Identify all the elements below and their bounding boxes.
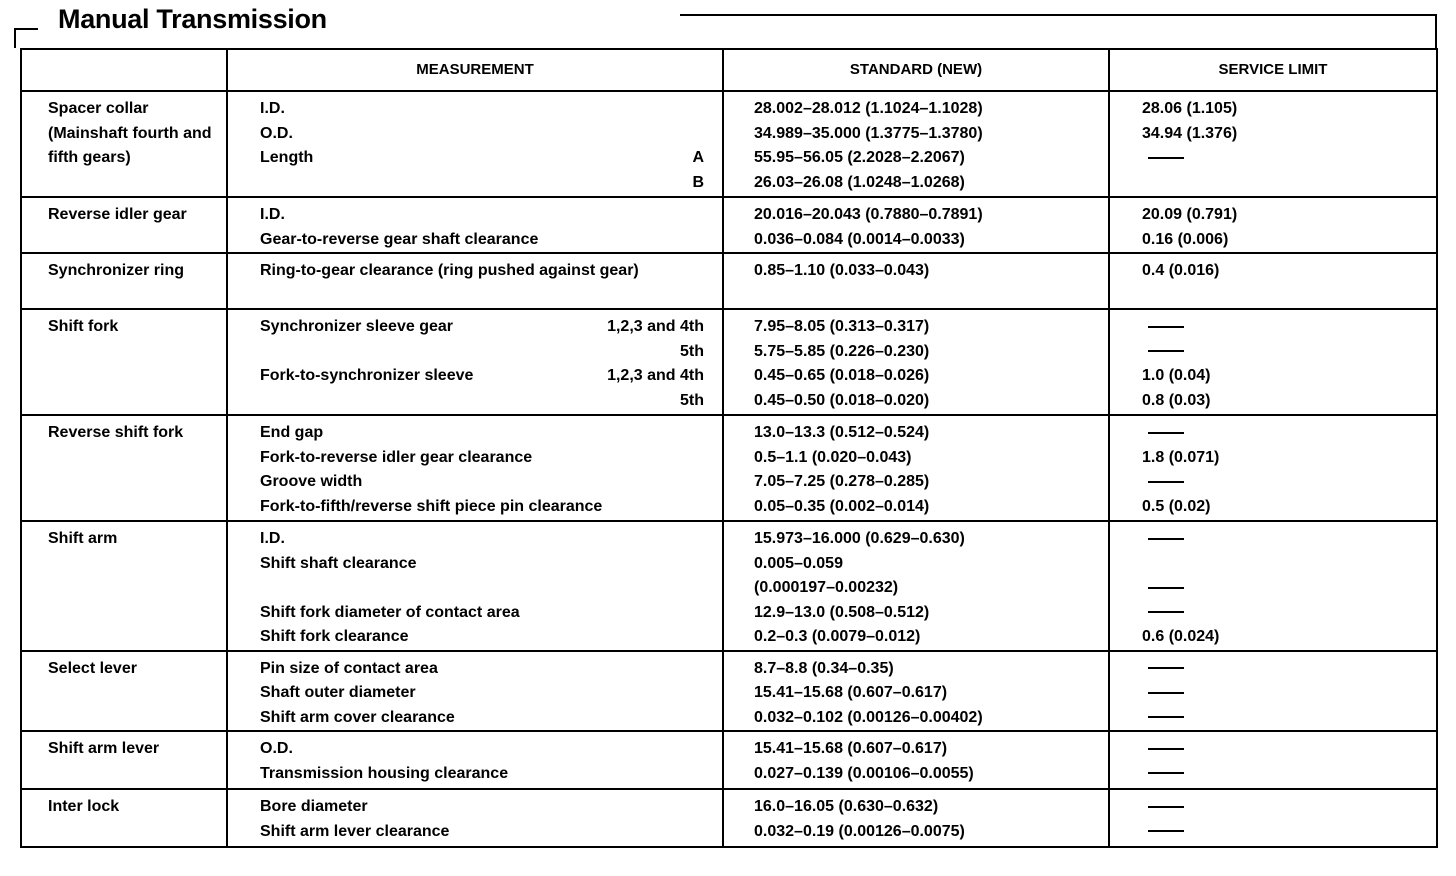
service-limit-value: 28.06 (1.105) [1142, 100, 1238, 117]
item-name: Reverse idler gear [21, 197, 227, 253]
standard-value: 0.05–0.35 (0.002–0.014) [754, 497, 930, 515]
service-limit-value: 34.94 (1.376) [1142, 124, 1238, 142]
measurement-label: Shift arm cover clearance [260, 708, 455, 726]
standard-value: 34.989–35.000 (1.3775–1.3780) [754, 124, 983, 142]
header-standard: STANDARD (NEW) [723, 49, 1109, 91]
measurement-cell [227, 253, 723, 309]
standard-cell [723, 197, 1109, 253]
item-name: Select lever [21, 651, 227, 732]
no-limit-dash [1142, 340, 1430, 365]
table-row [21, 789, 1437, 847]
measurement-label: I.D. [260, 530, 285, 547]
service-limit-cell [1109, 415, 1437, 521]
standard-cell [723, 415, 1109, 521]
no-limit-dash [1142, 706, 1430, 731]
standard-cell [723, 521, 1109, 651]
standard-value: 12.9–13.0 (0.508–0.512) [754, 603, 930, 621]
measurement-label: Shift fork clearance [260, 628, 409, 645]
measurement-line [260, 259, 704, 284]
standard-value: 16.0–16.05 (0.630–0.632) [754, 798, 939, 815]
spec-table [20, 48, 1438, 848]
item-name: Spacer collar (Mainshaft fourth and fifth gears) [21, 91, 227, 197]
measurement-cell [227, 651, 723, 732]
measurement-line [260, 576, 704, 601]
measurement-line [260, 284, 704, 309]
measurement-line [260, 97, 704, 122]
service-limit-value: 0.6 (0.024) [1142, 628, 1220, 645]
standard-cell [723, 309, 1109, 415]
measurement-label: O.D. [260, 740, 293, 757]
measurement-qualifier: 5th [680, 342, 704, 360]
measurement-line [260, 340, 704, 365]
dash-mark [1148, 611, 1184, 613]
measurement-cell [227, 521, 723, 651]
standard-value: 0.45–0.50 (0.018–0.020) [754, 391, 930, 409]
measurement-line [260, 737, 704, 762]
measurement-label: Gear-to-reverse gear shaft clearance [260, 230, 539, 248]
no-limit-dash [1142, 681, 1430, 706]
measurement-line [260, 315, 704, 340]
table-row [21, 651, 1437, 732]
service-limit-value [1142, 552, 1430, 577]
standard-value [754, 284, 1102, 309]
table-row [21, 521, 1437, 651]
spec-table-body [21, 91, 1437, 847]
no-limit-dash [1142, 527, 1430, 552]
standard-value: 0.032–0.102 (0.00126–0.00402) [754, 708, 983, 726]
standard-value: 0.45–0.65 (0.018–0.026) [754, 367, 930, 384]
title-rule-left [14, 28, 38, 30]
item-name: Synchronizer ring [21, 253, 227, 309]
service-limit-cell [1109, 197, 1437, 253]
measurement-line [260, 228, 704, 253]
measurement-label: Fork-to-reverse idler gear clearance [260, 448, 533, 466]
measurement-cell [227, 789, 723, 847]
standard-cell [723, 253, 1109, 309]
service-limit-value: 1.0 (0.04) [1142, 367, 1211, 384]
measurement-line [260, 681, 704, 706]
standard-value: 0.5–1.1 (0.020–0.043) [754, 448, 912, 466]
title-rule-right [680, 14, 1437, 16]
measurement-cell [227, 415, 723, 521]
dash-mark [1148, 667, 1184, 669]
no-limit-dash [1142, 421, 1430, 446]
no-limit-dash [1142, 795, 1430, 820]
page-title: Manual Transmission [58, 4, 327, 34]
measurement-line [260, 552, 704, 577]
title-rule-left-vertical [14, 28, 16, 48]
no-limit-dash [1142, 315, 1430, 340]
measurement-label: I.D. [260, 100, 285, 117]
measurement-label: Fork-to-synchronizer sleeve [260, 367, 474, 384]
measurement-label: End gap [260, 424, 324, 441]
standard-value: 26.03–26.08 (1.0248–1.0268) [754, 173, 965, 191]
service-limit-value: 0.4 (0.016) [1142, 262, 1220, 279]
no-limit-dash [1142, 470, 1430, 495]
header-row [21, 49, 1437, 91]
standard-value: 8.7–8.8 (0.34–0.35) [754, 659, 894, 677]
standard-value: 15.41–15.68 (0.607–0.617) [754, 684, 948, 701]
service-limit-cell [1109, 253, 1437, 309]
standard-value: 0.036–0.084 (0.0014–0.0033) [754, 230, 965, 248]
measurement-line [260, 706, 704, 731]
service-limit-value: 1.8 (0.071) [1142, 448, 1220, 466]
measurement-label: Shift shaft clearance [260, 554, 417, 572]
measurement-line [260, 203, 704, 228]
dash-mark [1148, 716, 1184, 718]
measurement-cell [227, 91, 723, 197]
standard-value: 28.002–28.012 (1.1024–1.1028) [754, 100, 983, 117]
standard-value: 0.027–0.139 (0.00106–0.0055) [754, 764, 974, 782]
table-row [21, 309, 1437, 415]
standard-cell [723, 789, 1109, 847]
service-limit-cell [1109, 651, 1437, 732]
measurement-line [260, 601, 704, 626]
service-limit-value: 0.16 (0.006) [1142, 230, 1229, 248]
item-name: Shift arm [21, 521, 227, 651]
measurement-cell [227, 197, 723, 253]
service-limit-cell [1109, 789, 1437, 847]
measurement-line [260, 527, 704, 552]
table-row [21, 253, 1437, 309]
standard-cell [723, 91, 1109, 197]
measurement-line [260, 364, 704, 389]
measurement-label: Shaft outer diameter [260, 684, 416, 701]
service-limit-value [1142, 284, 1430, 309]
measurement-line [260, 625, 704, 650]
table-row [21, 197, 1437, 253]
measurement-qualifier: 1,2,3 and 4th [607, 318, 704, 335]
measurement-label: Fork-to-fifth/reverse shift piece pin clearance [260, 497, 603, 515]
measurement-label: Length [260, 149, 314, 166]
measurement-label: Transmission housing clearance [260, 764, 509, 782]
measurement-line [260, 446, 704, 471]
measurement-label: Bore diameter [260, 798, 368, 815]
service-limit-value: 0.8 (0.03) [1142, 391, 1211, 409]
measurement-label: I.D. [260, 206, 285, 223]
dash-mark [1148, 587, 1184, 589]
measurement-label: Groove width [260, 473, 363, 490]
measurement-label: Pin size of contact area [260, 659, 438, 677]
standard-value: 55.95–56.05 (2.2028–2.2067) [754, 149, 965, 166]
dash-mark [1148, 326, 1184, 328]
measurement-qualifier: 5th [680, 391, 704, 409]
standard-cell [723, 651, 1109, 732]
service-limit-cell [1109, 309, 1437, 415]
no-limit-dash [1142, 820, 1430, 845]
measurement-label: Ring-to-gear clearance (ring pushed against gear) [260, 262, 639, 279]
measurement-line [260, 495, 704, 520]
no-limit-dash [1142, 601, 1430, 626]
measurement-line [260, 762, 704, 787]
no-limit-dash [1142, 146, 1430, 171]
measurement-line [260, 146, 704, 171]
measurement-line [260, 421, 704, 446]
no-limit-dash [1142, 576, 1430, 601]
standard-value: 5.75–5.85 (0.226–0.230) [754, 342, 930, 360]
dash-mark [1148, 806, 1184, 808]
measurement-line [260, 122, 704, 147]
header-item [21, 49, 227, 91]
measurement-label: Synchronizer sleeve gear [260, 318, 453, 335]
measurement-cell [227, 309, 723, 415]
dash-mark [1148, 350, 1184, 352]
table-row [21, 415, 1437, 521]
no-limit-dash [1142, 737, 1430, 762]
item-name: Inter lock [21, 789, 227, 847]
standard-value: 7.95–8.05 (0.313–0.317) [754, 318, 930, 335]
standard-value: 0.2–0.3 (0.0079–0.012) [754, 628, 921, 645]
dash-mark [1148, 772, 1184, 774]
table-row [21, 731, 1437, 789]
dash-mark [1148, 692, 1184, 694]
measurement-line [260, 795, 704, 820]
measurement-label: Shift arm lever clearance [260, 822, 450, 840]
standard-value: 7.05–7.25 (0.278–0.285) [754, 473, 930, 490]
service-limit-cell [1109, 521, 1437, 651]
standard-value: 0.85–1.10 (0.033–0.043) [754, 262, 930, 279]
service-limit-cell [1109, 731, 1437, 789]
dash-mark [1148, 432, 1184, 434]
measurement-line [260, 171, 704, 196]
item-name: Reverse shift fork [21, 415, 227, 521]
measurement-label: Shift fork diameter of contact area [260, 603, 520, 621]
table-row [21, 91, 1437, 197]
measurement-line [260, 657, 704, 682]
standard-value: 0.032–0.19 (0.00126–0.0075) [754, 822, 965, 840]
dash-mark [1148, 157, 1184, 159]
service-limit-value: 20.09 (0.791) [1142, 206, 1238, 223]
standard-value: 13.0–13.3 (0.512–0.524) [754, 424, 930, 441]
standard-value: (0.000197–0.00232) [754, 579, 899, 596]
item-name: Shift fork [21, 309, 227, 415]
header-service-limit: SERVICE LIMIT [1109, 49, 1437, 91]
measurement-qualifier: B [692, 173, 704, 191]
item-name: Shift arm lever [21, 731, 227, 789]
service-limit-value [1142, 171, 1430, 196]
measurement-line [260, 389, 704, 414]
no-limit-dash [1142, 762, 1430, 787]
service-limit-cell [1109, 91, 1437, 197]
measurement-qualifier: A [692, 149, 704, 166]
measurement-cell [227, 731, 723, 789]
service-limit-value: 0.5 (0.02) [1142, 497, 1211, 515]
standard-cell [723, 731, 1109, 789]
dash-mark [1148, 538, 1184, 540]
dash-mark [1148, 481, 1184, 483]
header-measurement: MEASUREMENT [227, 49, 723, 91]
no-limit-dash [1142, 657, 1430, 682]
measurement-line [260, 470, 704, 495]
measurement-label: O.D. [260, 124, 293, 142]
standard-value: 15.41–15.68 (0.607–0.617) [754, 740, 948, 757]
title-rule-right-vertical [1435, 14, 1437, 48]
standard-value: 0.005–0.059 [754, 554, 843, 572]
dash-mark [1148, 830, 1184, 832]
measurement-qualifier: 1,2,3 and 4th [607, 367, 704, 384]
standard-value: 20.016–20.043 (0.7880–0.7891) [754, 206, 983, 223]
measurement-line [260, 820, 704, 845]
standard-value: 15.973–16.000 (0.629–0.630) [754, 530, 965, 547]
dash-mark [1148, 748, 1184, 750]
